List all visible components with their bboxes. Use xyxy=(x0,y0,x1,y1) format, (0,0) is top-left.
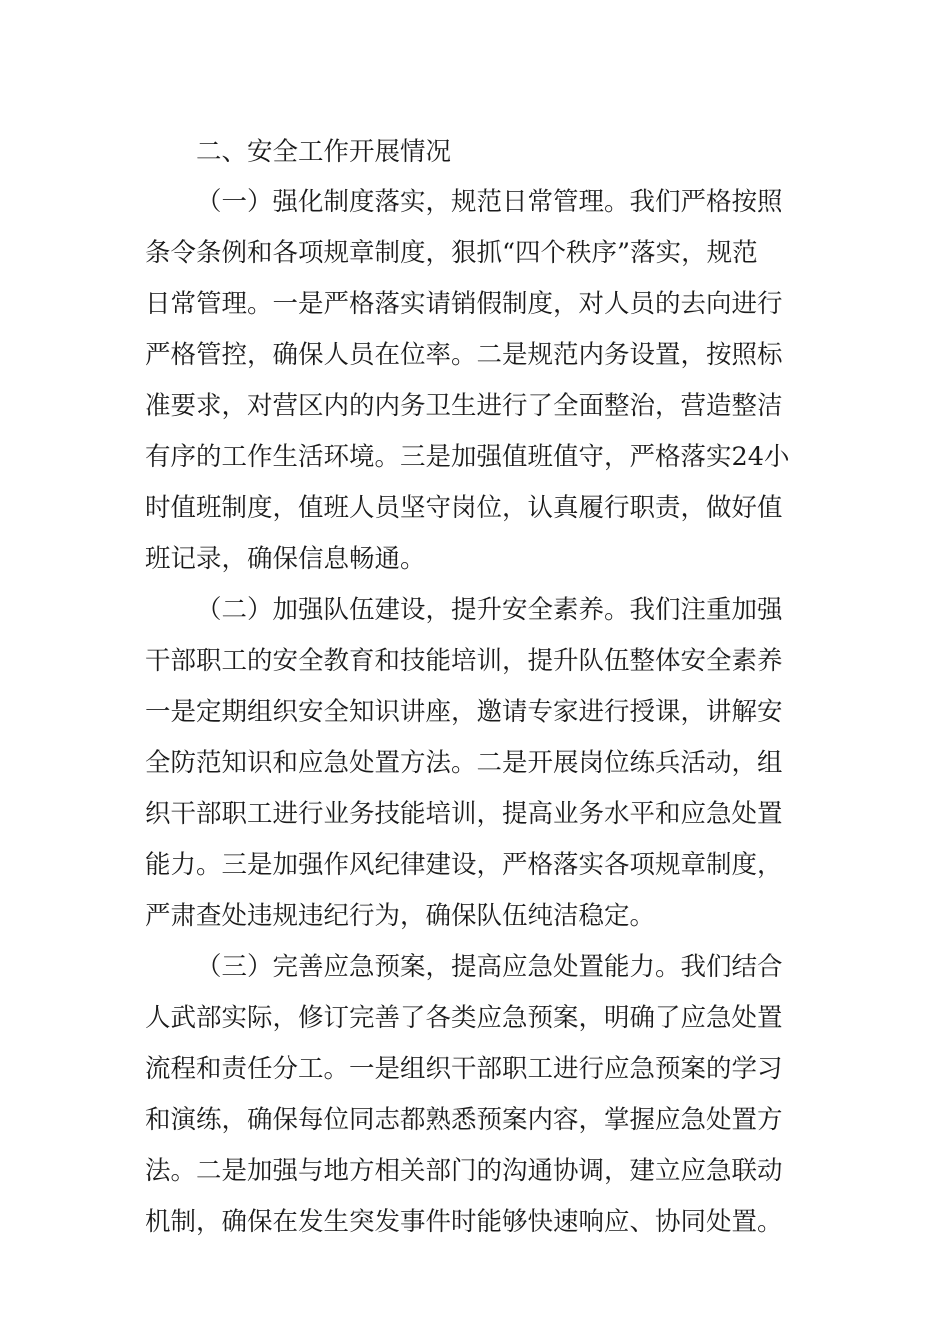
paragraph-2-line-1: （二）加强队伍建设，提升安全素养。我们注重加强 xyxy=(196,595,783,625)
paragraph-1-line-3: 日常管理。一是严格落实请销假制度，对人员的去向进行 xyxy=(145,289,783,319)
paragraph-1-line-8: 班记录，确保信息畅通。 xyxy=(145,544,426,574)
paragraph-1-line-2: 条令条例和各项规章制度，狠抓“四个秩序”落实，规范 xyxy=(145,238,758,268)
paragraph-2-line-2: 干部职工的安全教育和技能培训，提升队伍整体安全素养 xyxy=(145,646,783,676)
paragraph-3-line-5: 法。二是加强与地方相关部门的沟通协调，建立应急联动 xyxy=(145,1156,783,1186)
paragraph-2-line-5: 织干部职工进行业务技能培训，提高业务水平和应急处置 xyxy=(145,799,783,829)
paragraph-1-line-4: 严格管控，确保人员在位率。二是规范内务设置，按照标 xyxy=(145,340,783,370)
paragraph-3-line-6: 机制，确保在发生突发事件时能够快速响应、协同处置。 xyxy=(145,1207,783,1237)
paragraph-2-line-6: 能力。三是加强作风纪律建设，严格落实各项规章制度， xyxy=(145,850,783,880)
paragraph-3-line-3: 流程和责任分工。一是组织干部职工进行应急预案的学习 xyxy=(145,1054,783,1084)
section-heading: 二、安全工作开展情况 xyxy=(196,137,452,167)
paragraph-2-line-3: 一是定期组织安全知识讲座，邀请专家进行授课，讲解安 xyxy=(145,697,783,727)
paragraph-1-line-7: 时值班制度，值班人员坚守岗位，认真履行职责，做好值 xyxy=(145,493,783,523)
paragraph-1-line-6: 有序的工作生活环境。三是加强值班值守，严格落实24小 xyxy=(145,442,790,472)
paragraph-2-line-4: 全防范知识和应急处置方法。二是开展岗位练兵活动，组 xyxy=(145,748,783,778)
paragraph-3-line-2: 人武部实际，修订完善了各类应急预案，明确了应急处置 xyxy=(145,1003,783,1033)
paragraph-3-line-1: （三）完善应急预案，提高应急处置能力。我们结合 xyxy=(196,952,783,982)
paragraph-2-line-7: 严肃查处违规违纪行为，确保队伍纯洁稳定。 xyxy=(145,901,656,931)
paragraph-1-line-5: 准要求，对营区内的内务卫生进行了全面整治，营造整洁 xyxy=(145,391,783,421)
paragraph-3-line-4: 和演练，确保每位同志都熟悉预案内容，掌握应急处置方 xyxy=(145,1105,783,1135)
paragraph-1-line-1: （一）强化制度落实，规范日常管理。我们严格按照 xyxy=(196,187,783,217)
